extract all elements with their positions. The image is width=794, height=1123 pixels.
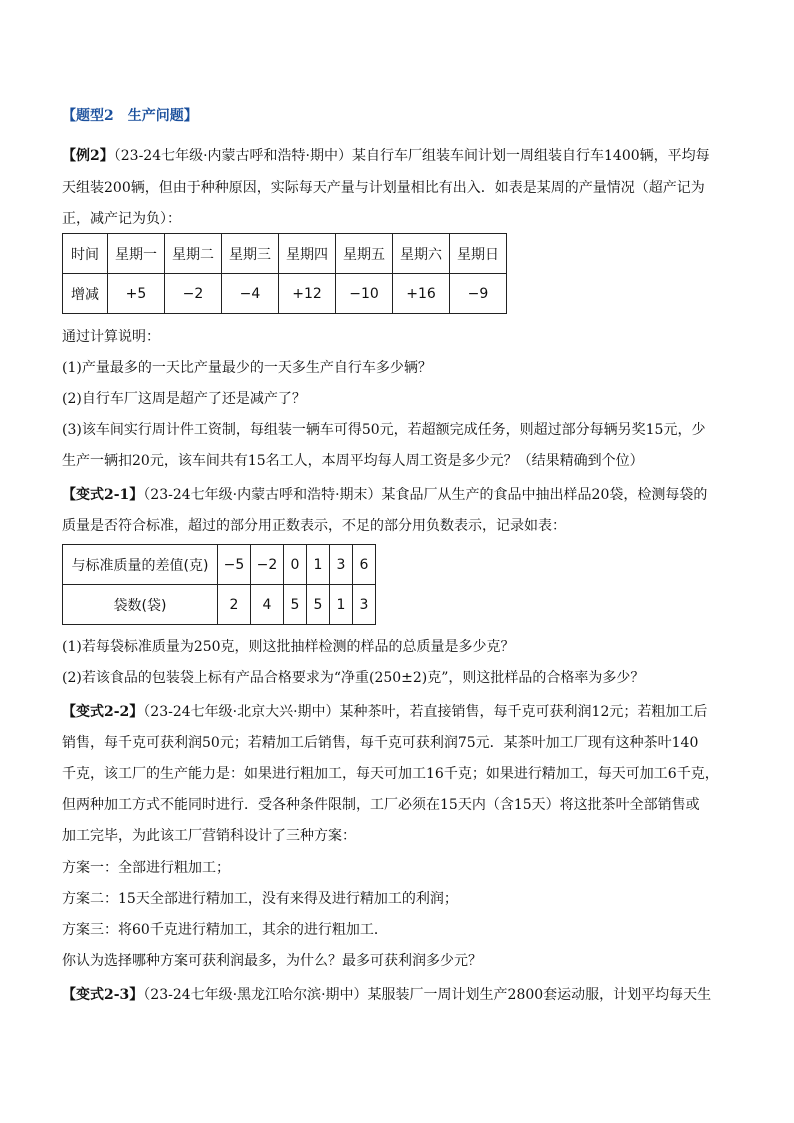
table-header-cell: 星期六 (393, 234, 450, 274)
table-cell: −5 (218, 545, 251, 585)
table-row (63, 234, 507, 274)
table-header-cell: 时间 (63, 234, 108, 274)
example2-line-2: 天组装200辆，但由于种种原因，实际每天产量与计划量相比有出入．如表是某周的产量情况（超产记为 (62, 180, 705, 196)
variant22-line-1 (62, 702, 707, 722)
table-cell: 1 (330, 585, 353, 625)
table-cell: −4 (222, 274, 279, 314)
variant22-line-2: 销售，每千克可获利润50元；若精加工后销售，每千克可获利润75元．某茶叶加工厂现有这种茶叶140 (62, 735, 699, 751)
variant21-line-1 (62, 485, 707, 505)
table-cell: 5 (284, 585, 307, 625)
variant22-plan-1: 方案一：全部进行粗加工； (62, 860, 230, 876)
table-header-cell: 星期日 (450, 234, 507, 274)
table-cell: 3 (353, 585, 376, 625)
table-cell: −9 (450, 274, 507, 314)
table-cell: 1 (307, 545, 330, 585)
table-cell: 3 (330, 545, 353, 585)
variant21-text-1: （23-24七年级·内蒙古呼和浩特·期末）某食品厂从生产的食品中抽出样品20袋，检测每袋的 (143, 487, 708, 503)
example2-question-1: (1)产量最多的一天比产量最少的一天多生产自行车多少辆？ (62, 360, 432, 376)
variant22-line-3: 千克，该工厂的生产能力是：如果进行粗加工，每天可加工16千克；如果进行精加工，每天可加工6千克， (62, 766, 719, 782)
quality-table (62, 544, 376, 625)
variant21-tag: 【变式2-1】 (62, 487, 144, 503)
table-cell: 5 (307, 585, 330, 625)
table-row (63, 585, 376, 625)
variant22-line-4: 但两种加工方式不能同时进行．受各种条件限制，工厂必须在15天内（含15天）将这批茶叶全部销售或 (62, 797, 700, 813)
variant23-line-1 (62, 985, 711, 1005)
table-cell: −10 (336, 274, 393, 314)
table-header-cell: 星期三 (222, 234, 279, 274)
table-row-label: 增减 (63, 274, 108, 314)
table-header-cell: 星期二 (165, 234, 222, 274)
example2-line-1 (62, 146, 710, 166)
table-row-label: 与标准质量的差值(克) (63, 545, 218, 585)
table-cell: −2 (165, 274, 222, 314)
table-cell: 2 (218, 585, 251, 625)
variant22-question: 你认为选择哪种方案可获利润最多，为什么？最多可获利润多少元？ (62, 953, 482, 969)
table-row (63, 545, 376, 585)
variant21-line-2: 质量是否符合标准，超过的部分用正数表示，不足的部分用负数表示，记录如表： (62, 518, 566, 534)
table-cell: +12 (279, 274, 336, 314)
variant23-tag: 【变式2-3】 (62, 987, 144, 1003)
table-header-cell: 星期五 (336, 234, 393, 274)
table-cell: 0 (284, 545, 307, 585)
example2-question-3: (3)该车间实行周计件工资制，每组装一辆车可得50元，若超额完成任务，则超过部分每辆另奖15元，少 (62, 422, 706, 438)
example2-question-3-cont: 生产一辆扣20元，该车间共有15名工人，本周平均每人周工资是多少元？（结果精确到个位） (62, 453, 644, 469)
table-row (63, 274, 507, 314)
variant23-text-1: （23-24七年级·黑龙江哈尔滨·期中）某服装厂一周计划生产2800套运动服，计划平均每天生 (143, 987, 712, 1003)
table-header-cell: 星期四 (279, 234, 336, 274)
example2-intro: 通过计算说明： (62, 329, 160, 345)
variant22-line-5: 加工完毕，为此该工厂营销科设计了三种方案： (62, 828, 356, 844)
variant22-text-1: （23-24七年级·北京大兴·期中）某种茶叶，若直接销售，每千克可获利润12元；若粗加工后 (143, 704, 708, 720)
variant22-plan-3: 方案三：将60千克进行精加工，其余的进行粗加工． (62, 922, 388, 938)
table-cell: +5 (108, 274, 165, 314)
variant21-question-2: (2)若该食品的包装袋上标有产品合格要求为“净重(250±2)克”，则这批样品的合格率为多少？ (62, 670, 645, 686)
variant21-question-1: (1)若每袋标准质量为250克，则这批抽样检测的样品的总质量是多少克？ (62, 639, 515, 655)
table-row-label: 袋数(袋) (63, 585, 218, 625)
table-cell: 4 (251, 585, 284, 625)
table-cell: −2 (251, 545, 284, 585)
production-table (62, 233, 507, 314)
table-header-cell: 星期一 (108, 234, 165, 274)
section-heading: 【题型2 生产问题】 (62, 108, 198, 124)
example2-line-3: 正，减产记为负）： (62, 211, 181, 227)
table-cell: +16 (393, 274, 450, 314)
variant22-tag: 【变式2-2】 (62, 704, 144, 720)
example2-question-2: (2)自行车厂这周是超产了还是减产了？ (62, 391, 306, 407)
example2-tag: 【例2】 (62, 148, 114, 164)
variant22-plan-2: 方案二：15天全部进行精加工，没有来得及进行精加工的利润； (62, 891, 458, 907)
table-cell: 6 (353, 545, 376, 585)
example2-text-1: （23-24七年级·内蒙古呼和浩特·期中）某自行车厂组装车间计划一周组装自行车1400辆，平均每 (113, 148, 710, 164)
